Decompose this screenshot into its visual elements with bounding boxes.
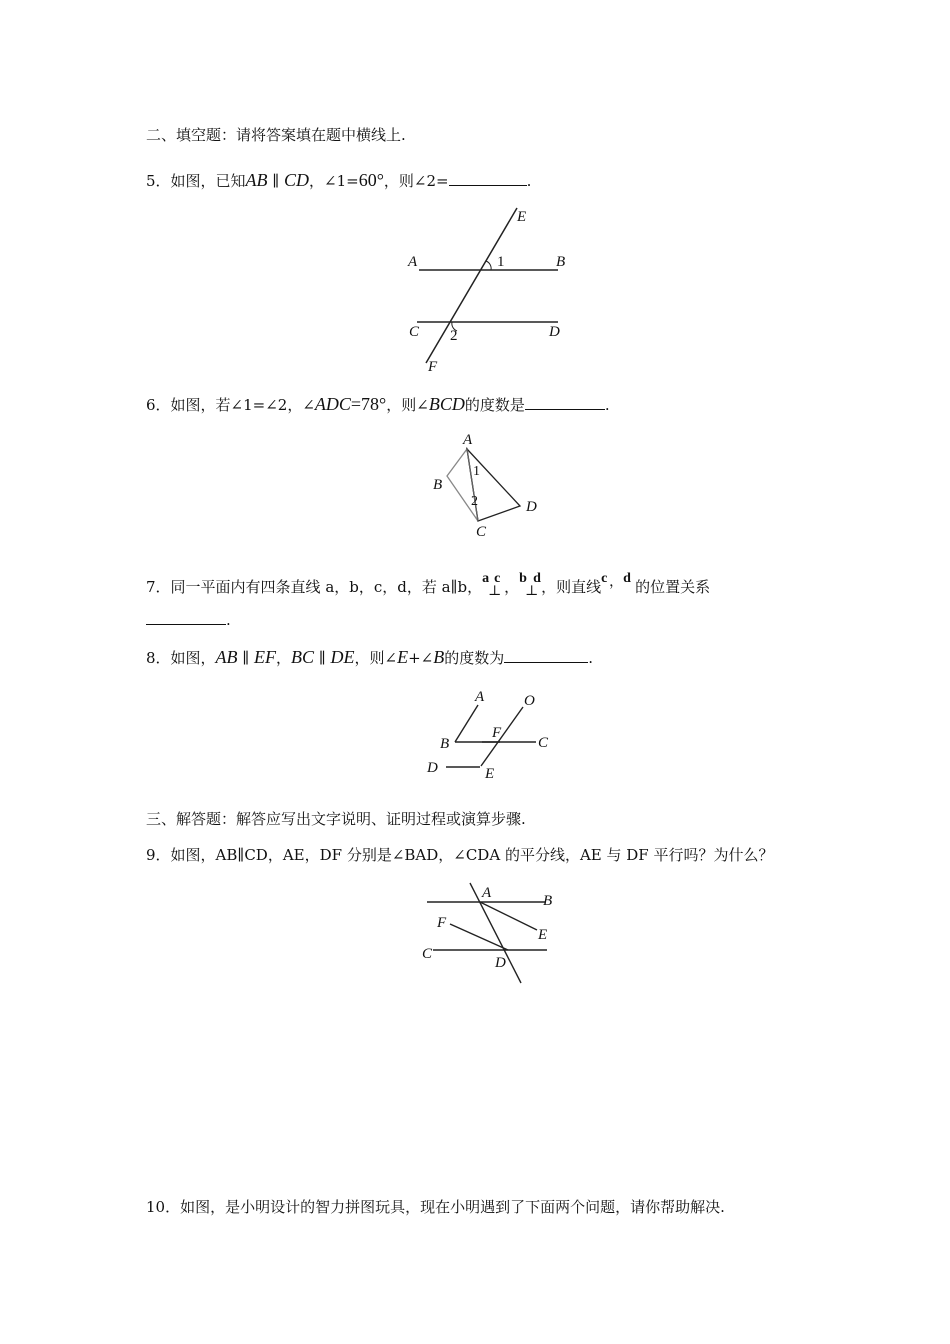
q5-tail: . — [526, 172, 532, 190]
q5-value: 60° — [358, 170, 384, 190]
q9-label-d: D — [495, 955, 506, 971]
q5-label-a: A — [408, 254, 418, 270]
q6-prefix: 6．如图，若∠1=∠2，∠ — [146, 396, 315, 414]
q6-label-b: B — [433, 477, 443, 493]
q6-triangle-acd — [467, 449, 520, 521]
q6-figure — [425, 428, 555, 543]
q8-answer-blank[interactable] — [504, 648, 588, 663]
q5-prefix: 5．如图，已知 — [146, 172, 246, 190]
q8-tail: . — [588, 649, 594, 667]
q8-figure — [420, 685, 570, 785]
section-3-heading: 三、解答题：解答应写出文字说明、证明过程或演算步骤. — [146, 810, 526, 828]
q7-comma: ， — [504, 578, 520, 596]
q9-label-c: C — [422, 946, 433, 962]
q8-b: B — [433, 647, 445, 667]
q9-label-f: F — [437, 915, 447, 931]
q8-label-f: F — [492, 725, 502, 741]
q8-label-d: D — [427, 760, 438, 776]
q7-a-perp-c — [482, 571, 504, 599]
q6-adc: ADC — [314, 394, 351, 414]
q7-d2: d — [623, 571, 631, 586]
q5-label-e: E — [517, 209, 527, 225]
q6-triangle-abc — [447, 449, 478, 521]
q8-parallel-1: ∥ — [237, 649, 255, 667]
q8-label-o: O — [524, 693, 535, 709]
q9-bisector-ae — [480, 902, 537, 930]
q8-bc: BC — [291, 647, 315, 667]
q8-prefix: 8．如图， — [146, 649, 216, 667]
q6-bcd: BCD — [428, 394, 465, 414]
q8-comma: ， — [276, 649, 292, 667]
q5-parallel: ∥ — [267, 172, 285, 190]
section-2-heading: 二、填空题：请将答案填在题中横线上. — [146, 126, 406, 144]
question-5 — [146, 170, 531, 191]
question-8 — [146, 647, 593, 668]
q7-perp-1: ⊥ — [488, 583, 502, 599]
q8-ab: AB — [215, 647, 238, 667]
q5-label-b: B — [556, 254, 566, 270]
q7-then: ，则直线 — [541, 578, 602, 596]
q5-label-f: F — [428, 359, 438, 375]
q7-c2: c — [601, 571, 608, 586]
q6-label-d: D — [526, 499, 537, 515]
q5-angle-1-arc — [486, 261, 491, 270]
q8-label-e: E — [485, 766, 495, 782]
q9-figure — [415, 878, 575, 988]
q7-comma-2: ， — [609, 574, 624, 590]
q5-label-d: D — [549, 324, 560, 340]
question-9: 9．如图，AB∥CD，AE，DF 分别是∠BAD，∠CDA 的平分线，AE 与 DF 平行吗？为什么？ — [146, 846, 774, 864]
q7-b: b — [519, 571, 527, 586]
q5-end: ，则∠2= — [383, 172, 449, 190]
q6-mid: ，则∠ — [386, 396, 429, 414]
q9-label-b: B — [543, 893, 553, 909]
q5-label-c: C — [409, 324, 420, 340]
q6-label-a: A — [463, 432, 473, 448]
q6-eq: =78° — [350, 394, 387, 414]
q5-label-1: 1 — [497, 254, 505, 270]
q7-perp-2: ⊥ — [525, 583, 539, 599]
q8-plus: +∠ — [408, 649, 434, 667]
q8-label-b: B — [440, 736, 450, 752]
q5-ab: AB — [245, 170, 268, 190]
q7-b-perp-d — [519, 571, 541, 599]
q8-parallel-2: ∥ — [314, 649, 331, 667]
q8-label-a: A — [475, 689, 485, 705]
question-10: 10．如图，是小明设计的智力拼图玩具，现在小明遇到了下面两个问题，请你帮助解决. — [146, 1198, 725, 1216]
q7-c-d — [601, 571, 635, 596]
question-7-line-2 — [146, 610, 231, 630]
q8-ray-ba — [455, 705, 478, 742]
question-7 — [146, 571, 711, 599]
q5-figure — [400, 200, 580, 380]
q8-e: E — [397, 647, 409, 667]
q9-label-e: E — [538, 927, 548, 943]
q5-label-2: 2 — [450, 328, 458, 344]
q5-answer-blank[interactable] — [449, 171, 527, 186]
q6-label-c: C — [476, 524, 487, 540]
q5-mid: ，∠1= — [309, 172, 359, 190]
q8-ef: EF — [254, 647, 277, 667]
q9-label-a: A — [482, 885, 492, 901]
q6-label-1: 1 — [473, 464, 480, 479]
q6-tail: . — [604, 396, 610, 414]
q8-ray-eo — [481, 707, 523, 766]
q7-prefix: 7．同一平面内有四条直线 a，b，c，d，若 a∥b， — [146, 578, 483, 596]
q8-end: 的度数为 — [444, 649, 505, 667]
q5-transversal-ef — [426, 208, 517, 363]
q6-answer-blank[interactable] — [525, 395, 605, 410]
q7-d: d — [533, 571, 541, 586]
q7-tail: . — [226, 611, 231, 629]
q7-a: a — [482, 571, 490, 586]
q5-cd: CD — [284, 170, 310, 190]
q6-label-2: 2 — [471, 494, 478, 509]
q8-mid: ，则∠ — [354, 649, 398, 667]
q7-relation: 的位置关系 — [635, 578, 711, 596]
q6-end: 的度数是 — [464, 396, 525, 414]
q9-bisector-df — [450, 924, 508, 950]
q7-c: c — [494, 571, 501, 586]
q8-label-c: C — [538, 735, 549, 751]
question-6 — [146, 394, 610, 415]
q8-de: DE — [330, 647, 355, 667]
q7-answer-blank[interactable] — [146, 610, 226, 625]
